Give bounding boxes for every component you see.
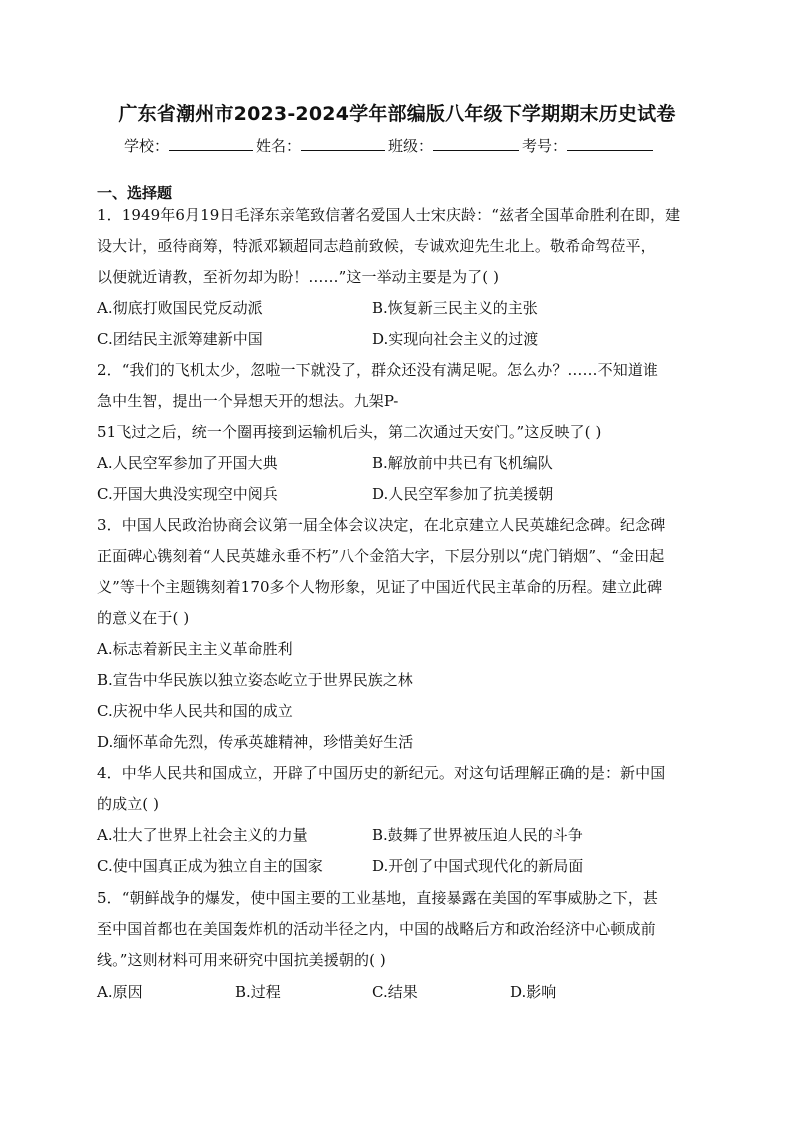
- section-heading: 一、选择题: [97, 184, 173, 202]
- question-text-line: 的意义在于( ): [97, 609, 190, 627]
- option-d[interactable]: D.开创了中国式现代化的新局面: [372, 857, 584, 875]
- question-text-line: 3．中国人民政治协商会议第一届全体会议决定，在北京建立人民英雄纪念碑。纪念碑: [97, 516, 666, 534]
- number-blank[interactable]: [567, 134, 653, 151]
- question-text-line: 51飞过之后，统一个圈再接到运输机后头，第二次通过天安门。”这反映了( ): [97, 423, 602, 441]
- class-label: 班级：: [388, 137, 434, 155]
- option-b[interactable]: B.宣告中华民族以独立姿态屹立于世界民族之林: [97, 671, 413, 689]
- option-c[interactable]: C.使中国真正成为独立自主的国家: [97, 857, 323, 875]
- number-label: 考号：: [522, 137, 568, 155]
- question-text-line: 以便就近请教，至祈勿却为盼！……”这一举动主要是为了( ): [97, 268, 500, 286]
- question-text-line: 5．“朝鲜战争的爆发，使中国主要的工业基地，直接暴露在美国的军事威胁之下，甚: [97, 889, 659, 907]
- student-info-row: [124, 134, 656, 156]
- exam-title: 广东省潮州市2023-2024学年部编版八年级下学期期末历史试卷: [118, 103, 676, 125]
- option-b[interactable]: B.恢复新三民主义的主张: [372, 299, 538, 317]
- question-text-line: 设大计，亟待商筹，特派邓颖超同志趋前致候，专诚欢迎先生北上。敬希命驾莅平，: [97, 237, 656, 255]
- option-a[interactable]: A.人民空军参加了开国大典: [97, 454, 278, 472]
- school-blank[interactable]: [169, 134, 253, 151]
- name-label: 姓名：: [256, 137, 302, 155]
- option-c[interactable]: C.结果: [372, 983, 418, 1001]
- option-a[interactable]: A.壮大了世界上社会主义的力量: [97, 826, 308, 844]
- option-b[interactable]: B.解放前中共已有飞机编队: [372, 454, 553, 472]
- option-c[interactable]: C.开国大典没实现空中阅兵: [97, 485, 278, 503]
- name-blank[interactable]: [301, 134, 385, 151]
- option-d[interactable]: D.影响: [510, 983, 557, 1001]
- option-c[interactable]: C.庆祝中华人民共和国的成立: [97, 702, 293, 720]
- question-text-line: 急中生智，提出一个异想天开的想法。九架P-: [97, 392, 399, 410]
- option-d[interactable]: D.人民空军参加了抗美援朝: [372, 485, 554, 503]
- option-c[interactable]: C.团结民主派筹建新中国: [97, 330, 263, 348]
- question-text-line: 线。”这则材料可用来研究中国抗美援朝的( ): [97, 951, 386, 969]
- school-label: 学校：: [124, 137, 170, 155]
- question-text-line: 的成立( ): [97, 795, 160, 813]
- question-text-line: 1．1949年6月19日毛泽东亲笔致信著名爱国人士宋庆龄：“兹者全国革命胜利在即，建: [97, 206, 681, 224]
- question-text-line: 义”等十个主题镌刻着170多个人物形象，见证了中国近代民主革命的历程。建立此碑: [97, 578, 663, 596]
- option-d[interactable]: D.缅怀革命先烈，传承英雄精神，珍惜美好生活: [97, 733, 414, 751]
- question-text-line: 2．“我们的飞机太少，忽啦一下就没了，群众还没有满足呢。怎么办？……不知道谁: [97, 361, 659, 379]
- option-a[interactable]: A.彻底打败国民党反动派: [97, 299, 263, 317]
- question-text-line: 至中国首都也在美国轰炸机的活动半径之内，中国的战略后方和政治经济中心顿成前: [97, 920, 656, 938]
- option-b[interactable]: B.过程: [235, 983, 281, 1001]
- question-text-line: 正面碑心镌刻着“人民英雄永垂不朽”八个金箔大字，下层分别以“虎门销烟”、“金田起: [97, 547, 665, 565]
- question-text-line: 4．中华人民共和国成立，开辟了中国历史的新纪元。对这句话理解正确的是：新中国: [97, 764, 666, 782]
- option-b[interactable]: B.鼓舞了世界被压迫人民的斗争: [372, 826, 583, 844]
- option-a[interactable]: A.原因: [97, 983, 143, 1001]
- option-a[interactable]: A.标志着新民主主义革命胜利: [97, 640, 293, 658]
- class-blank[interactable]: [433, 134, 519, 151]
- option-d[interactable]: D.实现向社会主义的过渡: [372, 330, 539, 348]
